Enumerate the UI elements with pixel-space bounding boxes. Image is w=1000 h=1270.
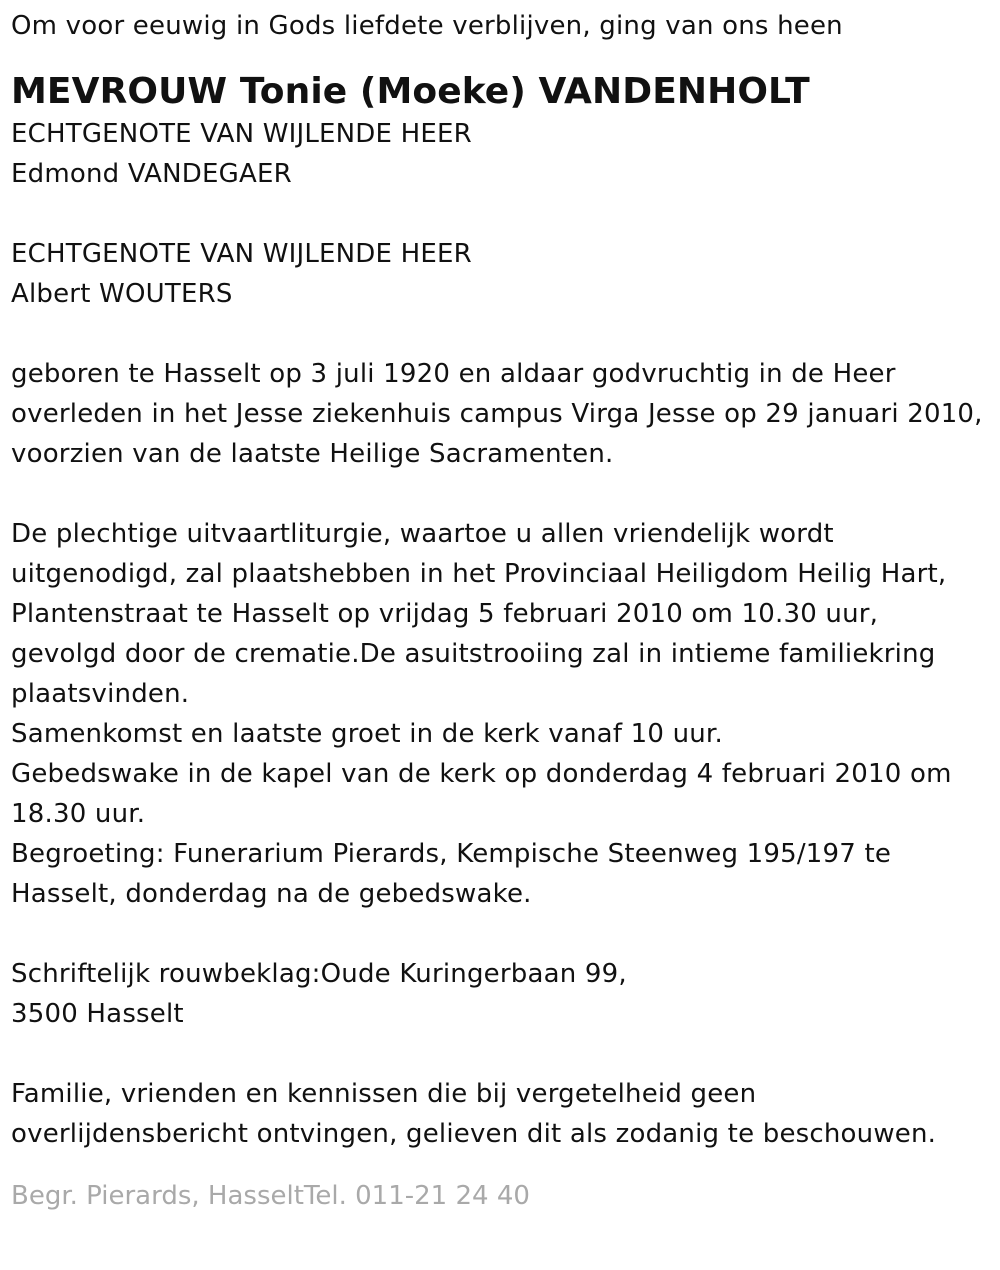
funeral-home-footer: Begr. Pierards, HasseltTel. 011-21 24 40 [11, 1181, 530, 1211]
life-paragraph [11, 354, 990, 474]
closing-paragraph [11, 1074, 990, 1154]
spacer [11, 914, 990, 954]
spouse-block-2 [11, 234, 990, 314]
text-line: voorzien van de laatste Heilige Sacramenten. [11, 439, 614, 469]
ceremony-paragraph [11, 514, 990, 914]
text-line: De plechtige uitvaartliturgie, waartoe u allen vriendelijk wordt [11, 519, 834, 549]
text-line: Hasselt, donderdag na de gebedswake. [11, 879, 532, 909]
spouse-name: Edmond VANDEGAER [11, 159, 292, 189]
text-line: Plantenstraat te Hasselt op vrijdag 5 februari 2010 om 10.30 uur, [11, 599, 879, 629]
text-line: 3500 Hasselt [11, 999, 184, 1029]
spacer [11, 474, 990, 514]
deceased-name: MEVROUW Tonie (Moeke) VANDENHOLT [11, 71, 810, 112]
text-line: overleden in het Jesse ziekenhuis campus Virga Jesse op 29 januari 2010, [11, 399, 983, 429]
spouse-title: ECHTGENOTE VAN WIJLENDE HEER [11, 239, 472, 269]
spacer [11, 1034, 990, 1074]
spouse-block-1 [11, 114, 990, 194]
intro-text: Om voor eeuwig in Gods liefdete verblijven, ging van ons heen [11, 11, 843, 41]
text-line: uitgenodigd, zal plaatshebben in het Provinciaal Heiligdom Heilig Hart, [11, 559, 947, 589]
text-line: geboren te Hasselt op 3 juli 1920 en aldaar godvruchtig in de Heer [11, 359, 896, 389]
text-line: overlijdensbericht ontvingen, gelieven dit als zodanig te beschouwen. [11, 1119, 937, 1149]
text-line: gevolgd door de crematie.De asuitstrooiing zal in intieme familiekring [11, 639, 936, 669]
text-line: Samenkomst en laatste groet in de kerk vanaf 10 uur. [11, 719, 723, 749]
text-line: Gebedswake in de kapel van de kerk op donderdag 4 februari 2010 om [11, 759, 952, 789]
text-line: Familie, vrienden en kennissen die bij vergetelheid geen [11, 1079, 757, 1109]
spouse-name: Albert WOUTERS [11, 279, 233, 309]
spacer [11, 194, 990, 234]
condolence-address [11, 954, 990, 1034]
spacer [11, 314, 990, 354]
text-line: Schriftelijk rouwbeklag:Oude Kuringerbaan 99, [11, 959, 627, 989]
text-line: 18.30 uur. [11, 799, 146, 829]
spouse-title: ECHTGENOTE VAN WIJLENDE HEER [11, 119, 472, 149]
text-line: Begroeting: Funerarium Pierards, Kempische Steenweg 195/197 te [11, 839, 892, 869]
text-line: plaatsvinden. [11, 679, 190, 709]
